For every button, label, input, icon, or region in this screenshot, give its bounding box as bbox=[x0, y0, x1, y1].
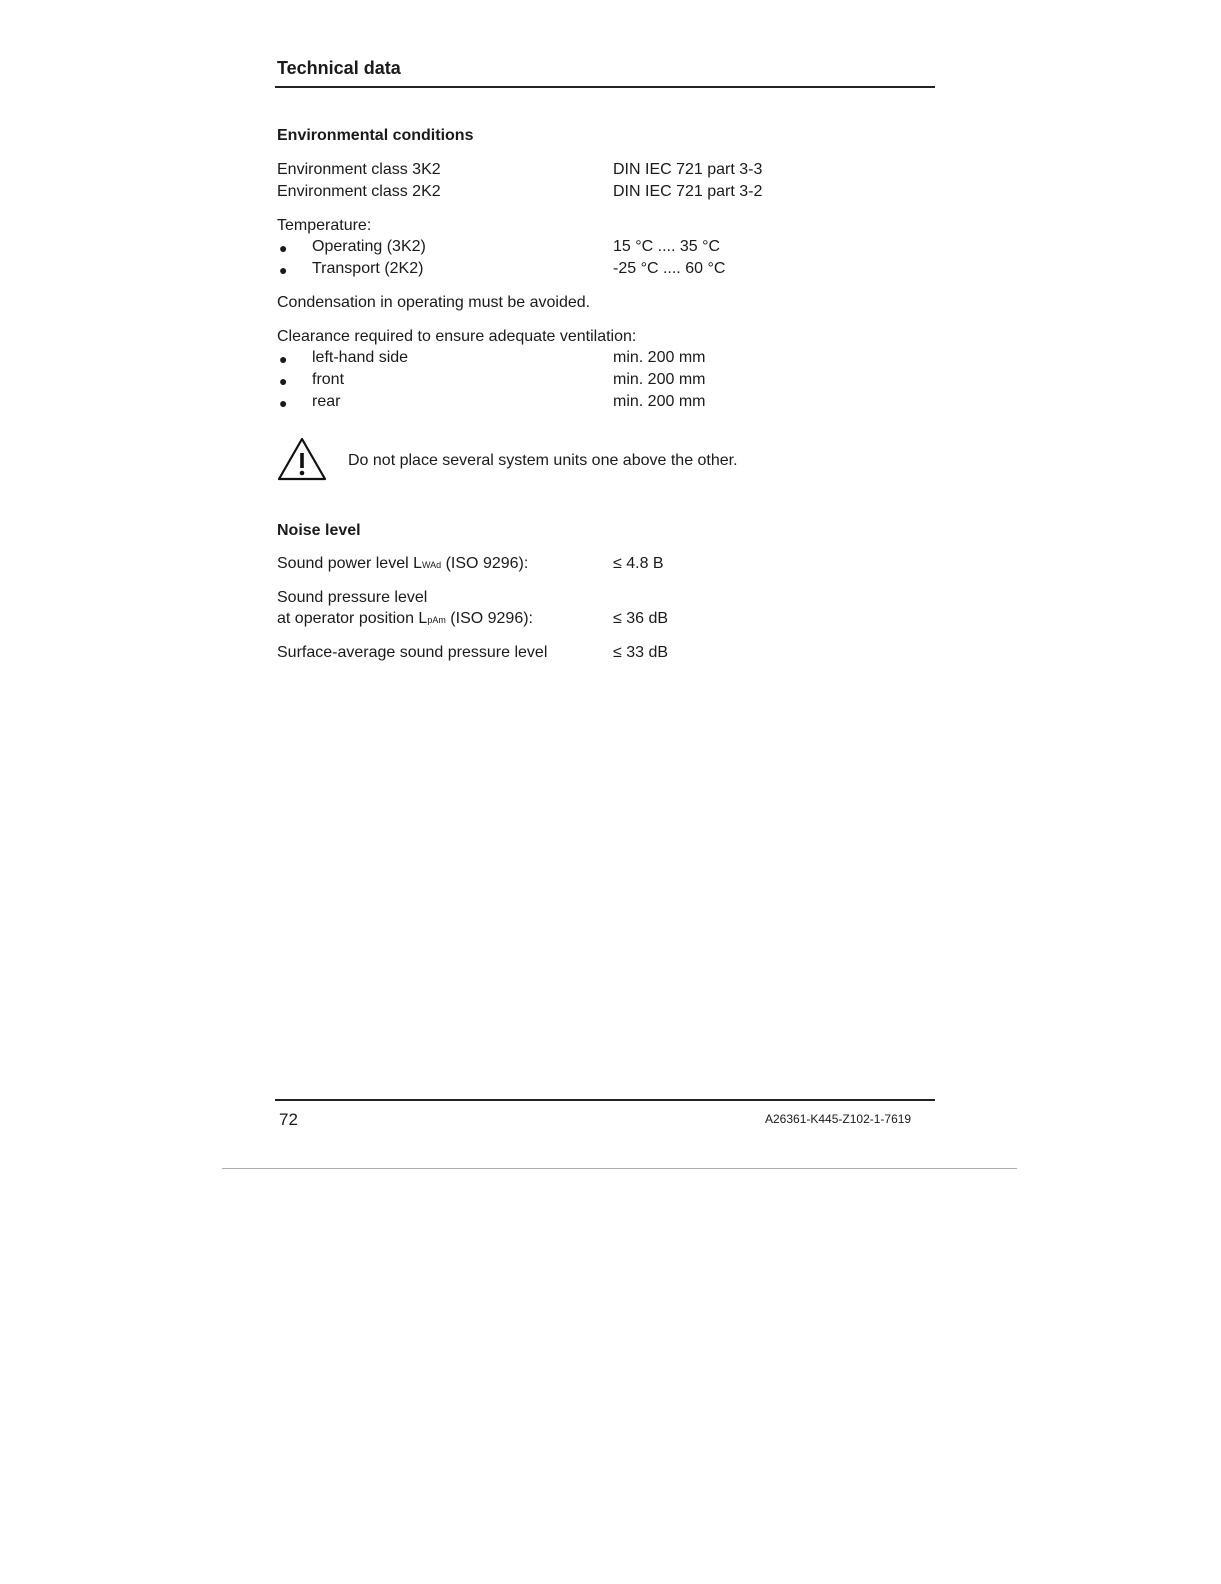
clearance-item-value: min. 200 mm bbox=[613, 393, 706, 410]
temperature-item-value: 15 °C .... 35 °C bbox=[613, 238, 721, 255]
env-class-label: Environment class 2K2 bbox=[277, 183, 441, 200]
sound-pressure-suffix: (ISO 9296): bbox=[445, 610, 533, 627]
sound-power-subscript: WAd bbox=[421, 560, 442, 570]
clearance-item-label: rear bbox=[312, 393, 341, 410]
warning-text: Do not place several system units one above the other. bbox=[348, 452, 738, 469]
surface-average-label: Surface-average sound pressure level bbox=[277, 644, 548, 661]
document-code: A26361-K445-Z102-1-7619 bbox=[765, 1112, 912, 1126]
bullet-icon: ● bbox=[279, 395, 288, 411]
noise-heading: Noise level bbox=[277, 522, 361, 539]
sound-power-suffix: (ISO 9296): bbox=[441, 555, 529, 572]
env-class-label: Environment class 3K2 bbox=[277, 161, 441, 178]
page-header-title: Technical data bbox=[277, 58, 401, 78]
sound-pressure-prefix: at operator position L bbox=[277, 610, 428, 627]
clearance-item-label: front bbox=[312, 371, 345, 388]
temperature-item-label: Operating (3K2) bbox=[312, 238, 426, 255]
sound-power-value: ≤ 4.8 B bbox=[613, 555, 664, 572]
sound-pressure-label-line1: Sound pressure level bbox=[277, 589, 428, 606]
header-rule bbox=[275, 86, 935, 88]
bullet-icon: ● bbox=[279, 240, 288, 256]
env-class-value: DIN IEC 721 part 3-3 bbox=[613, 161, 763, 178]
surface-average-value: ≤ 33 dB bbox=[613, 644, 669, 661]
sound-power-prefix: Sound power level L bbox=[277, 555, 422, 572]
clearance-item-value: min. 200 mm bbox=[613, 349, 706, 366]
temperature-label: Temperature: bbox=[277, 217, 372, 234]
clearance-item-value: min. 200 mm bbox=[613, 371, 706, 388]
bullet-icon: ● bbox=[279, 351, 288, 367]
warning-triangle-icon bbox=[276, 436, 328, 482]
temperature-item-label: Transport (2K2) bbox=[312, 260, 424, 277]
environmental-heading: Environmental conditions bbox=[277, 127, 474, 144]
temperature-item-value: -25 °C .... 60 °C bbox=[613, 260, 726, 277]
footer-rule bbox=[275, 1099, 935, 1101]
env-class-value: DIN IEC 721 part 3-2 bbox=[613, 183, 763, 200]
clearance-label: Clearance required to ensure adequate ventilation: bbox=[277, 328, 637, 345]
scan-edge-line bbox=[222, 1168, 1017, 1169]
bullet-icon: ● bbox=[279, 262, 288, 278]
sound-pressure-subscript: pAm bbox=[427, 615, 446, 625]
sound-pressure-value: ≤ 36 dB bbox=[613, 610, 669, 627]
condensation-note: Condensation in operating must be avoided. bbox=[277, 294, 591, 311]
bullet-icon: ● bbox=[279, 373, 288, 389]
sound-pressure-label-line2 bbox=[277, 610, 533, 628]
sound-power-label bbox=[277, 555, 528, 573]
page-number: 72 bbox=[279, 1110, 298, 1129]
clearance-item-label: left-hand side bbox=[312, 349, 409, 366]
